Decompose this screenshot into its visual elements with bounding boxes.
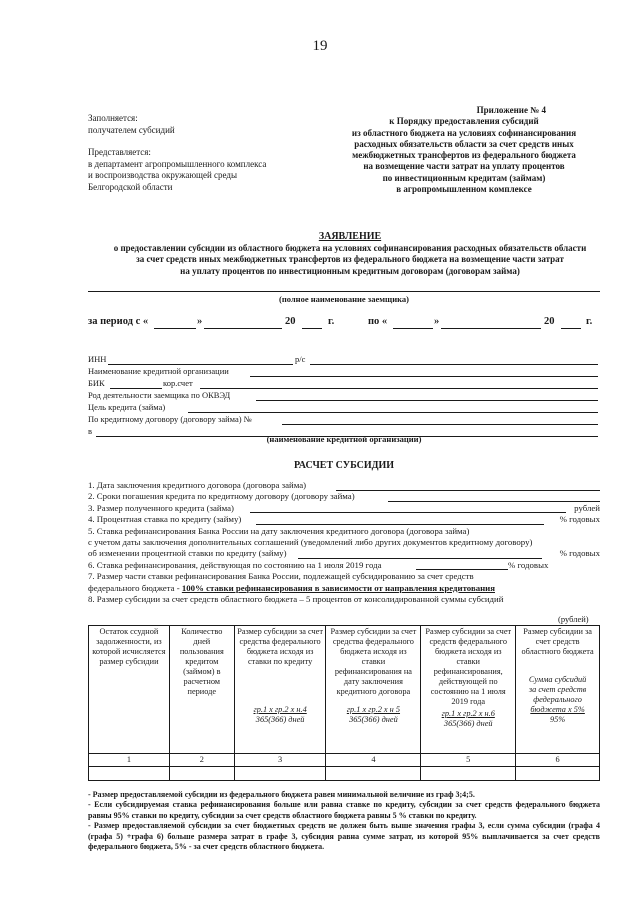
note: - Если субсидируемая ставка рефинансирования больше или равна ставке по кредиту, субсидии за счет средств федерального бюджета равны 95% ставки по кредиту, субсидии за счет средств областного бюджета равны 5 % ставки по кредиту. <box>88 800 600 820</box>
table-unit: (рублей) <box>558 614 589 624</box>
header-5: Размер субсидии за счет средств федерального бюджета исходя из ставки рефинансирования, действующей по состоянию на 1 июля 2019 года <box>425 627 512 706</box>
appendix-line: межбюджетных трансфертов из федерального бюджета <box>352 150 576 161</box>
rs-label: р/с <box>295 354 306 364</box>
calc-item-7-label: 7. Размер части ставки рефинансирования Банка России, подлежащей субсидированию за счет средств <box>88 571 474 582</box>
page-number: 19 <box>312 38 328 54</box>
header-2: Количество дней пользования кредитом (займом) в расчетном периоде <box>179 627 224 696</box>
calc-item-3 <box>88 503 600 514</box>
okved-label: Род деятельности заемщика по ОКВЭД <box>88 390 231 400</box>
okved-field[interactable] <box>256 400 598 401</box>
column-number: 5 <box>421 754 516 767</box>
calc-item-1-label: 1. Дата заключения кредитного договора (договора займа) <box>88 480 307 490</box>
appendix-line: из областного бюджета на условиях софинансирования <box>351 127 577 138</box>
bik-label: БИК <box>88 378 105 388</box>
period-from-prefix: за период с « <box>88 316 149 327</box>
column-number: 1 <box>89 754 170 767</box>
kor-schet-label: кор.счет <box>163 378 193 388</box>
period-from-year-suffix: г. <box>328 316 335 327</box>
formula-5-top: гр.1 x гр.2 x н.6 <box>441 709 495 718</box>
column-number: 4 <box>326 754 421 767</box>
calc-item-8 <box>88 594 600 605</box>
calc-item-6-unit: % годовых <box>508 559 549 570</box>
formula-6-line3: федерального <box>533 695 582 704</box>
header-cell <box>421 626 516 754</box>
bik-row <box>88 378 598 390</box>
formula-6-top: бюджета x 5% <box>530 705 585 714</box>
credit-org-field[interactable] <box>250 376 598 377</box>
period-row <box>88 316 598 332</box>
statement-line: за счет средств иных межбюджетных трансфертов из федерального бюджета на возмещение части затрат <box>136 254 564 265</box>
formula-4-bottom: 365(366) дней <box>349 715 398 724</box>
table-data-row <box>89 767 600 781</box>
period-to-year-suffix: г. <box>586 316 593 327</box>
period-to-century: 20 <box>544 316 555 327</box>
calc-item-6-field[interactable] <box>416 569 508 570</box>
borrower-name-line[interactable] <box>88 291 600 292</box>
bik-field[interactable] <box>110 388 162 389</box>
statement-block <box>80 231 620 277</box>
calc-item-3-unit: рублей <box>574 502 600 513</box>
credit-org-label: Наименование кредитной организации <box>88 366 229 376</box>
credit-agreement-field[interactable] <box>282 424 598 425</box>
calc-item-5-field[interactable] <box>298 558 542 559</box>
calc-item-5-field-row <box>88 548 600 559</box>
formula-6-bottom: 95% <box>549 715 566 724</box>
submitted-line: Белгородской области <box>88 181 173 192</box>
appendix-line: в агропромышленном комплексе <box>396 184 532 195</box>
header-3: Размер субсидии за счет средства федерального бюджета исходя из ставки по кредиту <box>237 627 323 666</box>
header-cell <box>234 626 326 754</box>
period-from-quote: » <box>197 316 203 327</box>
header-cell <box>169 626 234 754</box>
calc-item-5-label-end: об изменении процентной ставки по кредиту (займу) <box>88 548 287 559</box>
calc-item-2-field[interactable] <box>388 501 600 502</box>
formula-4-top: гр.1 x гр.2 x н 5 <box>346 705 401 714</box>
submitted-label: Представляется: <box>88 147 151 157</box>
kor-schet-field[interactable] <box>200 388 598 389</box>
formula-4 <box>328 705 418 725</box>
calc-item-7 <box>88 571 600 582</box>
filled-by: получателем субсидий <box>88 124 175 135</box>
period-from-day[interactable] <box>154 328 196 329</box>
submitted-line: и воспроизводства окружающей среды <box>88 170 238 180</box>
period-to-year[interactable] <box>561 328 581 329</box>
borrower-caption: (полное наименование заемщика) <box>279 294 409 304</box>
column-number: 6 <box>516 754 600 767</box>
data-cell-balance[interactable] <box>89 767 170 781</box>
calc-item-4-label: 4. Процентная ставка по кредиту (займу) <box>88 514 242 525</box>
calc-item-6 <box>88 560 600 571</box>
formula-6-line1: Сумма субсидий <box>528 675 587 684</box>
header-1: Остаток ссудной задолженности, из которой исчисляется размер субсидии <box>92 627 166 666</box>
column-number: 2 <box>169 754 234 767</box>
calc-item-7-prefix: федерального бюджета - <box>88 582 182 593</box>
period-to-month[interactable] <box>441 328 541 329</box>
calc-item-1 <box>88 480 600 491</box>
calc-item-4-field[interactable] <box>256 524 544 525</box>
calc-item-4 <box>88 514 600 525</box>
header-4: Размер субсидии за счет средства федерального бюджета исходя из ставки рефинансирования на дату заключения кредитного договора <box>330 627 417 696</box>
formula-3 <box>237 705 324 725</box>
statement-line: о предоставлении субсидии из областного бюджета на условиях софинансирования расходных обязательств области <box>113 242 587 253</box>
calc-item-3-field[interactable] <box>250 512 566 513</box>
calc-item-7-cont <box>88 583 600 594</box>
period-from-year[interactable] <box>302 328 322 329</box>
appendix-line: расходных обязательств области за счет средств иных <box>354 138 574 149</box>
rs-field[interactable] <box>310 364 598 365</box>
note: - Размер предоставляемой субсидии из федерального бюджета равен минимальной величине из граф 3;4;5. <box>88 790 475 799</box>
formula-6 <box>518 675 597 725</box>
note: - Размер предоставляемой субсидии за счет бюджетных средств не должен быть выше значения графы 3, если сумма субсидии (графа 4 (графа 5) +графа 6) больше размера затрат в графе 3, субсидия равна сумме затрат, из которой 95% выплачивается за счет средств федерального бюджета, 5% - за счет средств областного бюджета. <box>88 821 600 852</box>
inn-field[interactable] <box>108 364 293 365</box>
header-6: Размер субсидии за счет средств областного бюджета <box>521 627 594 656</box>
appendix-line: на возмещение части затрат на уплату процентов <box>363 161 565 172</box>
appendix-block <box>328 105 600 195</box>
data-cell-subsidy-regional[interactable] <box>516 767 600 781</box>
formula-6-line2: за счет средств <box>528 685 587 694</box>
calc-list <box>88 480 600 605</box>
formula-5 <box>423 709 513 729</box>
period-from-month[interactable] <box>204 328 282 329</box>
data-cell-days[interactable] <box>169 767 234 781</box>
subsidy-table <box>88 625 600 781</box>
appendix-line: по инвестиционным кредитам (займам) <box>382 172 546 183</box>
calc-item-5 <box>88 526 600 537</box>
credit-purpose-field[interactable] <box>188 412 598 413</box>
data-cell-subsidy-credit-rate[interactable] <box>234 767 326 781</box>
calc-item-2-label: 2. Сроки погашения кредита по кредитному договору (договору займа) <box>88 491 355 502</box>
inn-row <box>88 354 598 366</box>
in-label: в <box>88 426 93 436</box>
appendix-title: Приложение № 4 <box>476 105 546 115</box>
formula-3-top: гр.1 x гр.2 x н.4 <box>253 705 307 714</box>
formula-5-bottom: 365(366) дней <box>443 719 493 728</box>
calc-item-1-field[interactable] <box>336 490 600 491</box>
calc-item-8-label: 8. Размер субсидии за счет средств областного бюджета – 5 процентов от консолидированной суммы субсидий <box>88 593 504 604</box>
table-number-row <box>89 754 600 767</box>
calc-item-6-label: 6. Ставка рефинансирования, действующая по состоянию на 1 июля 2019 года <box>88 559 382 570</box>
submitted-line: в департамент агропромышленного комплекса <box>88 158 267 169</box>
calc-item-5-label-cont: с учетом даты заключения дополнительных соглашений (уведомлений либо других документов кредитному договору) <box>88 536 533 547</box>
left-header-block <box>88 113 266 193</box>
formula-3-bottom: 365(366) дней <box>255 715 305 724</box>
credit-purpose-label: Цель кредита (займа) <box>88 402 166 412</box>
table-header-row <box>89 626 600 754</box>
credit-org-row <box>88 366 598 378</box>
credit-org-caption: (наименование кредитной организации) <box>266 434 422 444</box>
appendix-line: к Порядку предоставления субсидий <box>389 116 539 127</box>
statement-title: ЗАЯВЛЕНИЕ <box>318 231 382 242</box>
calc-item-5-unit: % годовых <box>559 548 600 559</box>
calc-title: РАСЧЕТ СУБСИДИИ <box>293 460 395 471</box>
period-to-quote: » <box>434 316 440 327</box>
calc-item-5-cont <box>88 537 600 548</box>
okved-row <box>88 390 598 402</box>
calc-item-7-emphasis: 100% ставки рефинансирования в зависимости от направления кредитования <box>181 582 495 593</box>
filled-label: Заполняется: <box>88 113 138 123</box>
header-cell <box>89 626 170 754</box>
calc-item-3-label: 3. Размер полученного кредита (займа) <box>88 502 234 513</box>
calc-item-4-unit: % годовых <box>559 514 600 525</box>
column-number: 3 <box>234 754 326 767</box>
statement-line: на уплату процентов по инвестиционным кредитным договорам (договорам займа) <box>180 265 520 276</box>
data-cell-subsidy-refinance-july[interactable] <box>421 767 516 781</box>
period-from-century: 20 <box>285 316 296 327</box>
notes-block <box>88 790 600 852</box>
data-cell-subsidy-refinance-date[interactable] <box>326 767 421 781</box>
credit-agreement-row <box>88 414 598 426</box>
period-to-day[interactable] <box>393 328 433 329</box>
header-cell <box>516 626 600 754</box>
calc-item-5-label: 5. Ставка рефинансирования Банка России на дату заключения кредитного договора (договора займа) <box>88 525 470 536</box>
credit-agreement-label: По кредитному договору (договору займа) № <box>88 414 252 424</box>
credit-purpose-row <box>88 402 598 414</box>
inn-label: ИНН <box>88 354 107 364</box>
header-cell <box>326 626 421 754</box>
calc-item-2 <box>88 491 600 502</box>
period-to-prefix: по « <box>368 316 388 327</box>
